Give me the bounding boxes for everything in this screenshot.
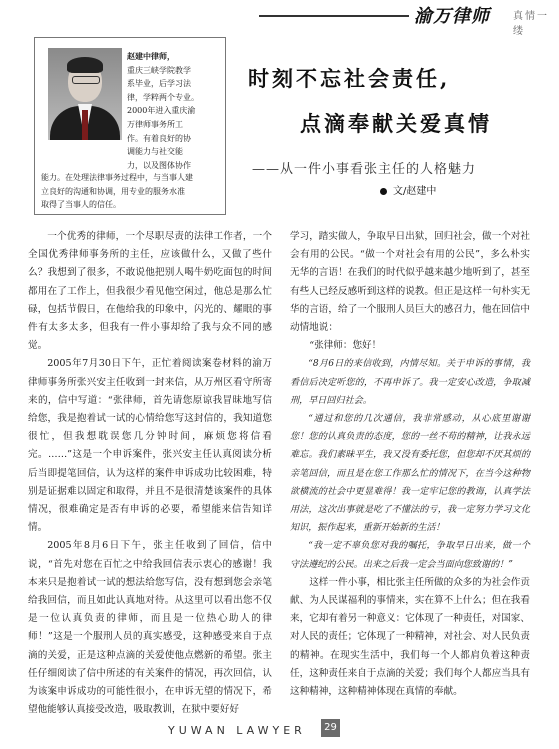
bio-text-bottom xyxy=(41,171,219,212)
author-name: 文/赵建中 xyxy=(393,186,437,197)
article-title-line1: 时刻不忘社会责任, xyxy=(248,66,451,91)
bio-line: 立良好的沟通和协调，用专业的服务水准 xyxy=(41,186,185,196)
quoted-letter-paragraph: “8月6日的来信收到，内情尽知。关于申诉的事情，我看信后决定听您的，不再申诉了。我一定安心改造，争取减刑，早日回归社会。 xyxy=(290,359,530,406)
paragraph: “张律师：您好！ xyxy=(309,340,382,352)
quoted-letter-paragraph: “通过和您的几次通信，我非常感动，从心底里谢谢您！您的认真负责的态度，您的一丝不苟的精神，让我永远难忘。我们素昧平生，我又没有委托您，但您却不厌其烦的亲笔回信，而且是在您工作那么忙的情况下，在当今这种物欲横流的社会中更显难得！我一定牢记您的教诲，认真学法用法，这次出事就是吃了不懂法的亏，我一定努力学习文化知识，振作起来，重新开始新的生活！ xyxy=(290,414,530,534)
paragraph: 2005年8月6日下午，张主任收到了回信，信中说，“首先对您在百忙之中给我回信表示衷心的感谢！我本来只是抱着试一试的想法给您写信，没有想到您会亲笔给我回信，而且如此认真地对待。从这里可以看出您不仅是一位认真负责的律师，而且是一位热心助人的律师！”这是一个服刑人员的真实感受，这种感受来自于点滴的关爱，正是这种点滴的关爱使他点燃新的希望。张主任仔细阅读了信中所述的有关案件的情况，再次回信，认为该案申诉成功的可能性很小，在申诉无望的情况下，希望他能够认真接受改造，吸取教训，在狱中要好好 xyxy=(28,540,272,716)
page-number: 29 xyxy=(321,719,340,737)
bullet-icon xyxy=(380,188,387,195)
footer-magazine-name: YUWAN LAWYER xyxy=(168,724,306,737)
page-header xyxy=(259,0,559,37)
quoted-letter-paragraph: “我一定不辜负您对我的嘱托，争取早日出来，做一个守法遵纪的公民。出来之后我一定会当面向您致谢的！” xyxy=(290,541,530,570)
article-title-line2: 点滴奉献关爱真情 xyxy=(300,111,492,136)
bio-line: 能力。在处理法律事务过程中，与当事人建 xyxy=(41,173,193,182)
bio-line: 2000年进入重庆渝 xyxy=(127,106,196,116)
bio-line: 作。有着良好的协 xyxy=(127,133,191,143)
author-photo xyxy=(48,48,122,140)
bio-line: 律，学粹两个专业。 xyxy=(127,92,199,102)
header-rule xyxy=(259,15,409,17)
article-subtitle: ——从一件小事看张主任的人格魅力 xyxy=(252,162,477,177)
article-author xyxy=(380,182,436,197)
section-label: 真情一缕 xyxy=(513,11,549,37)
bio-name: 赵建中律师， xyxy=(127,51,175,61)
paragraph: 学习，踏实做人，争取早日出狱，回归社会，做一个对社会有用的公民。“做一个对社会有用的公民”，多么朴实无华的言语！在我们的时代似乎越来越少地听到了，甚至有些人已经反感听到这样的说教。但正是这样一句朴实无华的言语，给了一个服刑人员巨大的感召力，他在回信中动情地说： xyxy=(290,231,530,334)
paragraph: 2005年7月30日下午，正忙着阅读案卷材料的渝万律师事务所张兴安主任收到一封来信，从万州区看守所寄来的，信中写道：“张律师，首先请您原谅我冒昧地写信给您，我是抱着试一试的心情给您写这封信的，我知道您很忙，但我想耽误您几分钟时间，麻烦您将信看完。……”这是一个申诉案件，张兴安主任认真阅读分析后当即提笔回信，认为这样的案件申诉成功比较困难，特别是证据难以固定和取得，并且不是很清楚该案件的具体情况，很难确定是否有申诉的必要，希望能来信告知详情。 xyxy=(28,358,272,534)
paragraph: 这样一件小事，相比张主任所做的众多的为社会作贡献、为人民谋福利的事情来，实在算不上什么；但在我看来，它却有着另一种意义：它体现了一种责任，对国家、对人民的责任；它体现了一种精神，对社会、对人民负责的精神。在现实生活中，我们每一个人都肩负着这种责任，这种责任来自于点滴的关爱；我们每个人都应当具有这种精神，这种精神体现在真情的奉献。 xyxy=(290,576,530,698)
paragraph: 一个优秀的律师，一个尽职尽责的法律工作者，一个全国优秀律师事务所的主任，应该做什么，又做了些什么？我想到了很多，不敢说他把别人喝牛奶吃面包的时间都用在了工作上，但我很少看见他空闲过，他总是那么忙碌，包括节假日，在他给我的印象中，闪光的、耀眼的事件有太多太多，但我有一件小事却给了我与众不同的感觉。 xyxy=(28,231,272,352)
bio-line: 万律师事务所工 xyxy=(127,119,183,129)
bio-text-side xyxy=(127,50,219,172)
left-column xyxy=(28,228,272,719)
bio-line: 力，以及图体协作 xyxy=(127,160,191,170)
right-column xyxy=(290,228,530,701)
bio-line: 系毕业，后学习法 xyxy=(127,79,191,89)
author-bio-box xyxy=(34,37,226,215)
bio-line: 调能力与社交能 xyxy=(127,147,183,157)
magazine-logo: 渝万律师 xyxy=(414,6,490,27)
bio-line: 重庆三峡学院教学 xyxy=(127,65,191,75)
bio-line: 取得了当事人的信任。 xyxy=(41,200,121,210)
